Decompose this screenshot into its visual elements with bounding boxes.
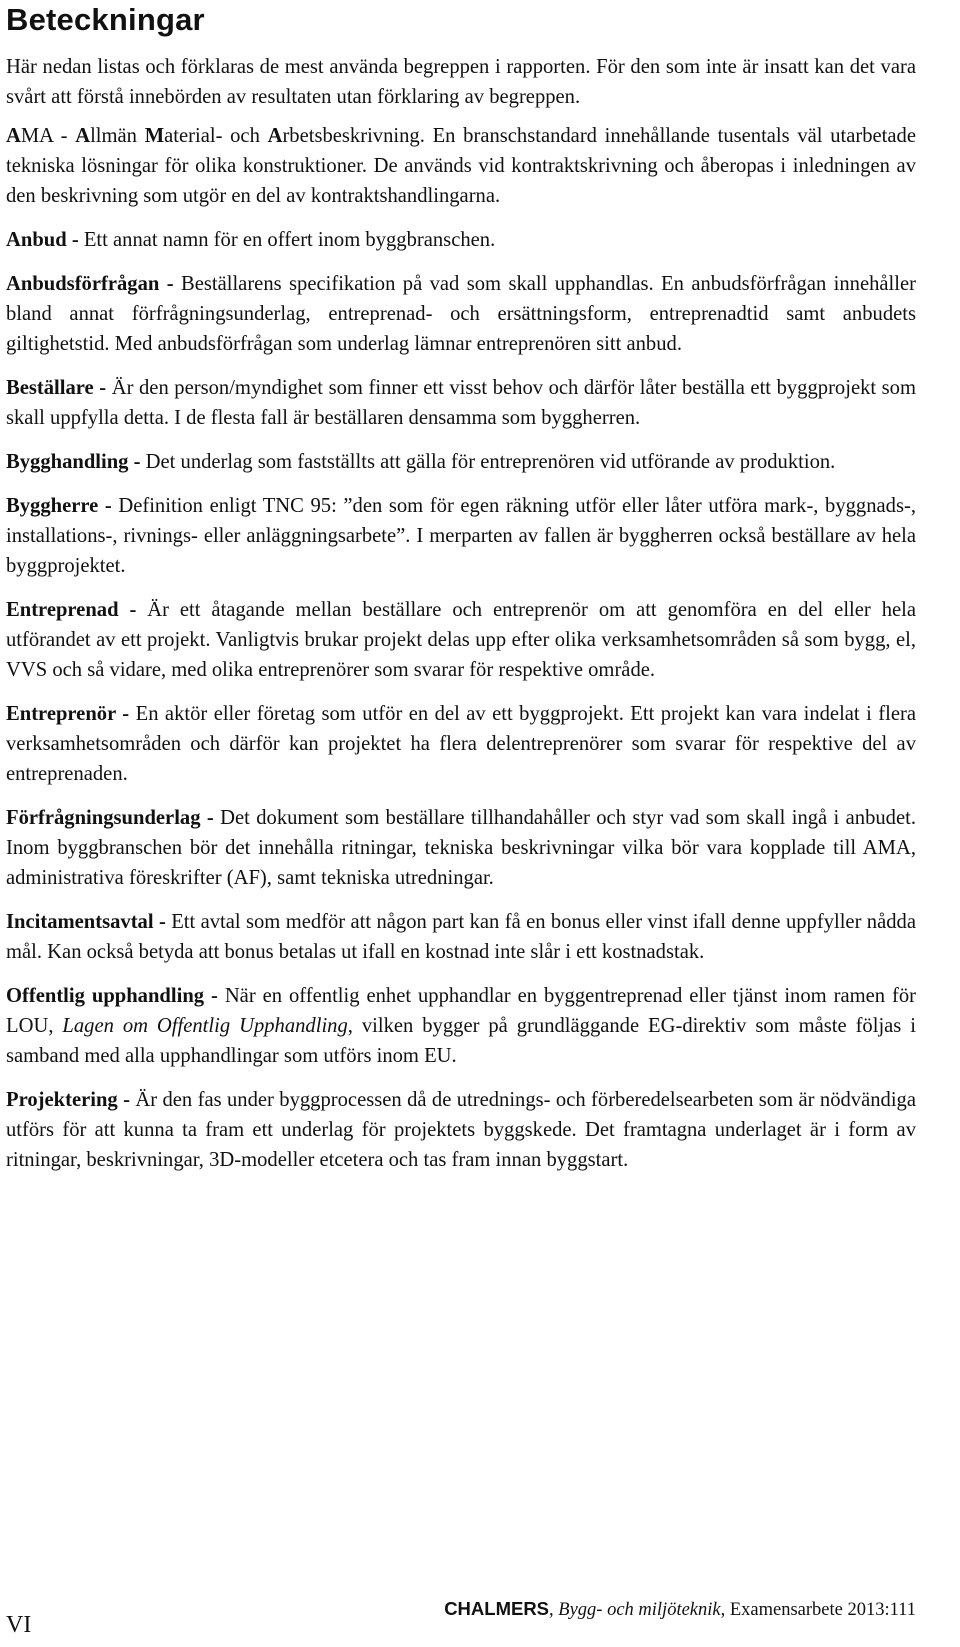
- page-title: Beteckningar: [6, 2, 205, 37]
- definition-projektering: [6, 1085, 916, 1175]
- law-name: Lagen om Offentlig Upphandling: [62, 1015, 348, 1037]
- footer-institution: CHALMERS, Bygg- och miljöteknik, Examensarbete 2013:111: [444, 1598, 916, 1620]
- definition-text: Ett annat namn för en offert inom byggbranschen.: [83, 229, 496, 251]
- term: Bygghandling -: [6, 451, 146, 473]
- term: Entreprenör -: [6, 703, 136, 725]
- page-footer: [6, 1598, 916, 1638]
- definition-text: Är den fas under byggprocessen då de utrednings- och förberedelsearbeten som är nödvändiga utförs för att kunna ta fram ett underlag för projektets byggskede. Det framtagna underlaget är i form av ritningar, beskrivningar, 3D-modeller etcetera och tas fram innan byggstart.: [6, 1089, 916, 1171]
- definition-entreprenor: [6, 699, 916, 789]
- definition-incitamentsavtal: [6, 907, 916, 967]
- definition-text: Ett avtal som medför att någon part kan få en bonus eller vinst ifall denne uppfyller nådda mål. Kan också betyda att bonus betalas ut ifall en kostnad inte slår i ett kostnadstak.: [6, 911, 916, 963]
- term: Byggherre -: [6, 495, 119, 517]
- definition-forfragningsunderlag: [6, 803, 916, 893]
- document-page: [6, 0, 916, 1189]
- definition-bestallare: [6, 373, 916, 433]
- term: Beställare -: [6, 377, 112, 399]
- definition-entreprenad: [6, 595, 916, 685]
- definition-text: En aktör eller företag som utför en del av ett byggprojekt. Ett projekt kan vara indelat i flera verksamhetsområden och därför kan projektet ha flera delentreprenörer som svarar för respektive del av entreprenaden.: [6, 703, 916, 785]
- term: Incitamentsavtal -: [6, 911, 172, 933]
- definition-text: Det underlag som fastställts att gälla för entreprenören vid utförande av produktion.: [145, 451, 836, 473]
- definition-text: Definition enligt TNC 95: ”den som för egen räkning utför eller låter utföra mark-, byggnads-, installations-, rivnings- eller anläggningsarbete”. I merparten av fallen är byggherren också beställare av hela byggprojektet.: [6, 495, 916, 577]
- definition-anbud: [6, 225, 916, 255]
- term: Entreprenad -: [6, 599, 148, 621]
- definition-text: Beställarens specifikation på vad som skall upphandlas. En anbudsförfrågan innehåller bland annat förfrågningsunderlag, entreprenad- och ersättningsform, entreprenadtid samt anbudets giltighetstid. Med anbudsförfrågan som underlag lämnar entreprenören sitt anbud.: [6, 273, 916, 355]
- term: Anbudsförfrågan -: [6, 273, 181, 295]
- term: Förfrågningsunderlag -: [6, 807, 221, 829]
- term: Projektering -: [6, 1089, 136, 1111]
- term: Anbud -: [6, 229, 84, 251]
- term: Offentlig upphandling -: [6, 985, 225, 1007]
- definition-offentlig-upphandling: Offentlig upphandling - När en offentlig enhet upphandlar en byggentreprenad eller tjänst inom ramen för LOU, Lagen om Offentlig Upphandling, vilken bygger på grundläggande EG-direktiv som måste följas i samband med alla upphandlingar som utförs inom EU.: [6, 985, 916, 1067]
- definition-ama: AMA - Allmän Material- och Arbetsbeskrivning. En branschstandard innehållande tusentals väl utarbetade tekniska lösningar för olika konstruktioner. De används vid kontraktskrivning och åberopas i inledningen av den beskrivning som utgör en del av kontraktshandlingarna.: [6, 125, 916, 207]
- definition-byggherre: [6, 491, 916, 581]
- definition-anbudsforfragan: [6, 269, 916, 359]
- intro-paragraph: Här nedan listas och förklaras de mest använda begreppen i rapporten. För den som inte är insatt kan det vara svårt att förstå innebörden av resultaten utan förklaring av begreppen.: [6, 56, 916, 108]
- definition-bygghandling: [6, 447, 916, 477]
- definition-text: Är den person/myndighet som finner ett visst behov och därför låter beställa ett byggprojekt som skall uppfylla detta. I de flesta fall är beställaren densamma som byggherren.: [6, 377, 916, 429]
- definition-text: Det dokument som beställare tillhandahåller och styr vad som skall ingå i anbudet. Inom byggbranschen bör det innehålla ritningar, tekniska beskrivningar vilka bör vara kopplade till AMA, administrativa föreskrifter (AF), samt tekniska utredningar.: [6, 807, 916, 889]
- definition-text: Är ett åtagande mellan beställare och entreprenör om att genomföra en del eller hela utförandet av ett projekt. Vanligtvis brukar projekt delas upp efter olika verksamhetsområden så som bygg, el, VVS och så vidare, med olika entreprenörer som svarar för respektive område.: [6, 599, 916, 681]
- page-number: VI: [6, 1612, 32, 1638]
